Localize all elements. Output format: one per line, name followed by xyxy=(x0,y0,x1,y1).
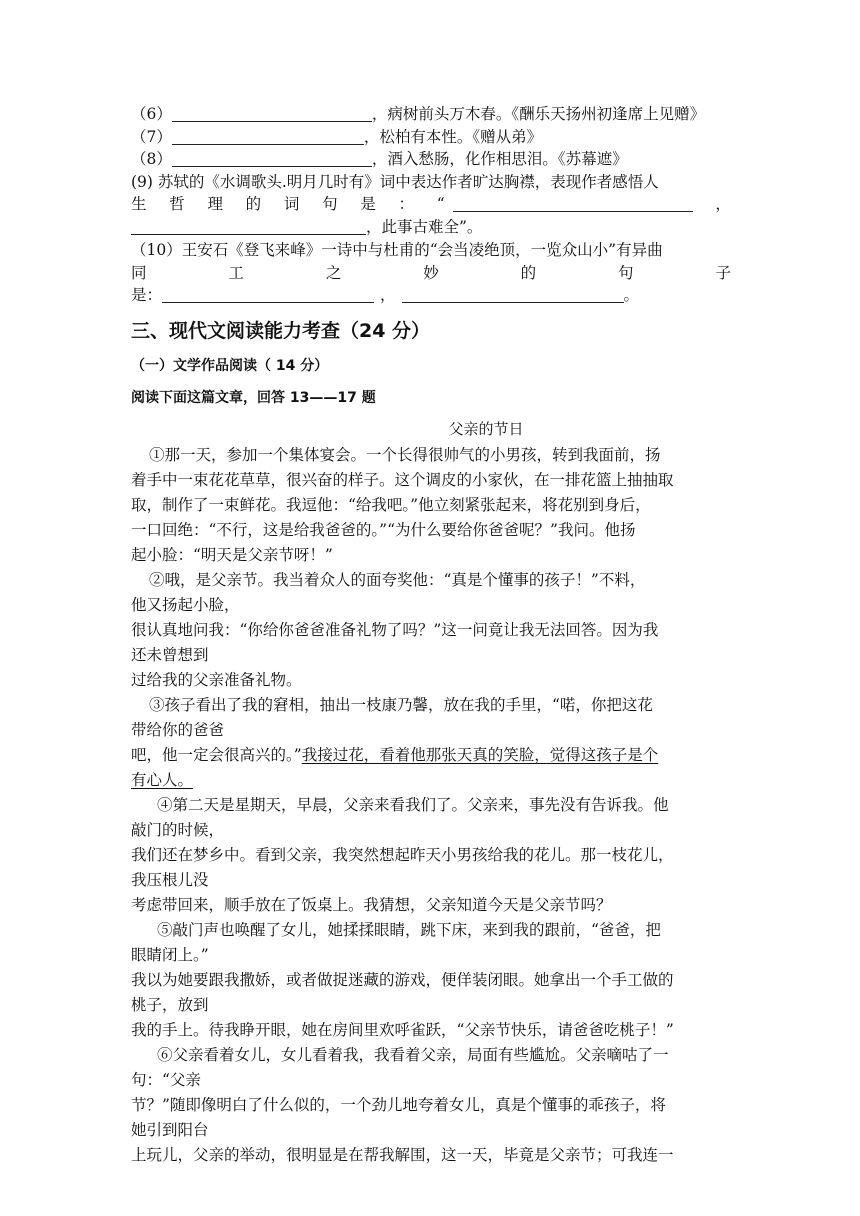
article-line: ⑤敲门声也唤醒了女儿，她揉揉眼睛，跳下床，来到我的跟前，“爸爸，把 xyxy=(157,920,661,939)
article-line: 吧，他一定会很高兴的。”我接过花，看着他那张天真的笑脸，觉得这孩子是个 xyxy=(131,745,659,764)
answer-blank[interactable] xyxy=(162,286,374,303)
question-number: （7） xyxy=(131,127,172,146)
question-10-line-3: 是： ， 。 xyxy=(131,286,640,304)
article-line: 眼睛闭上。” xyxy=(131,945,209,964)
answer-blank[interactable] xyxy=(453,195,693,212)
article-line: 上玩儿，父亲的举动，很明显是在帮我解围，这一天，毕竟是父亲节；可我连一 xyxy=(131,1145,674,1164)
article-line: 节？”随即像明白了什么似的，一个劲儿地夸着女儿，真是个懂事的乖孩子，将 xyxy=(131,1095,666,1114)
question-9-line-3: ，此事古难全”。 xyxy=(131,216,731,239)
article-line: ⑥父亲看着女儿，女儿看着我，我看着父亲，局面有些尴尬。父亲嘀咕了一 xyxy=(157,1045,669,1064)
question-number: （6） xyxy=(131,105,172,123)
article-line: 我以为她要跟我撒娇，或者做捉迷藏的游戏，便佯装闭眼。她拿出一个手工做的 xyxy=(131,970,674,989)
question-10-line-2: 同 工 之 妙 的 句 子 xyxy=(131,263,731,282)
question-9-line-1: (9) 苏轼的《水调歌头.明月几时有》词中表达作者旷达胸襟，表现作者感悟人 xyxy=(131,172,659,191)
article-title: 父亲的节日 xyxy=(448,419,524,438)
article-line: 还未曾想到 xyxy=(131,645,209,664)
article-body xyxy=(131,443,731,1168)
article-line: ③孩子看出了我的窘相，抽出一枝康乃馨，放在我的手里，“喏，你把这花 xyxy=(149,695,653,714)
article-line: 桃子，放到 xyxy=(131,995,209,1014)
subsection-heading: （一）文学作品阅读（ 14 分） xyxy=(131,357,329,374)
answer-blank[interactable] xyxy=(172,128,364,145)
article-line: 敲门的时候， xyxy=(131,820,225,839)
question-10-line-1: （10）王安石《登飞来峰》一诗中与杜甫的“会当凌绝顶，一览众山小”有异曲 xyxy=(131,241,663,259)
article-line: 我的手上。待我睁开眼，她在房间里欢呼雀跃，“父亲节快乐，请爸爸吃桃子！” xyxy=(131,1020,674,1039)
article-line: ④第二天是星期天，早晨，父亲来看我们了。父亲来，事先没有告诉我。他 xyxy=(157,795,669,814)
article-line: 过给我的父亲准备礼物。 xyxy=(131,670,302,689)
question-8: （8） ，酒入愁肠，化作相思泪。《苏幕遮》 xyxy=(131,150,628,168)
article-line: 他又扬起小脸， xyxy=(131,595,240,614)
section-heading: 三、现代文阅读能力考查（24 分） xyxy=(131,319,431,342)
article-line: 我压根儿没 xyxy=(131,870,209,889)
question-7: （7） ，松柏有本性。《赠从弟》 xyxy=(131,127,543,146)
article-line: 句：“父亲 xyxy=(131,1070,201,1089)
article-line: 我们还在梦乡中。看到父亲，我突然想起昨天小男孩给我的花儿。那一枝花儿， xyxy=(131,845,674,864)
article-line: 一口回绝：“不行，这是给我爸爸的。”“为什么要给你爸爸呢？”我问。他扬 xyxy=(131,520,636,539)
exam-page xyxy=(131,96,731,1168)
question-9-line-2: 生 哲 理 的 词 句 是 ： “ ， xyxy=(131,195,731,213)
article-line xyxy=(131,768,731,793)
answer-blank[interactable] xyxy=(172,150,372,167)
question-6: （6） ，病树前头万木春。《酬乐天扬州初逢席上见赠》 xyxy=(131,105,706,123)
article-line: 考虑带回来，顺手放在了饭桌上。我猜想，父亲知道今天是父亲节吗？ xyxy=(131,895,612,914)
article-line: 取，制作了一束鲜花。我逗他：“给我吧。”他立刻紧张起来，将花别到身后， xyxy=(131,495,651,514)
article-line: ②哦，是父亲节。我当着众人的面夸奖他：“真是个懂事的孩子！”不料， xyxy=(149,570,646,589)
answer-blank[interactable] xyxy=(172,105,372,122)
answer-blank[interactable] xyxy=(131,218,366,235)
underlined-sentence: 有心人。 xyxy=(131,770,194,789)
article-line: 起小脸：“明天是父亲节呀！” xyxy=(131,545,333,564)
underlined-sentence: 我接过花，看着他那张天真的笑脸，觉得这孩子是个 xyxy=(301,745,659,764)
article-line: 着手中一束花花草草，很兴奋的样子。这个调皮的小家伙，在一排花篮上抽抽取 xyxy=(131,470,674,489)
article-line: 很认真地问我：“你给你爸爸准备礼物了吗？”这一问竟让我无法回答。因为我 xyxy=(131,620,659,639)
reading-instruction: 阅读下面这篇文章，回答 13——17 题 xyxy=(131,389,376,406)
answer-blank[interactable] xyxy=(402,286,624,303)
question-number: （8） xyxy=(131,150,172,168)
article-line: 带给你的爸爸 xyxy=(131,720,225,739)
article-line: 她引到阳台 xyxy=(131,1120,209,1139)
article-line: ①那一天，参加一个集体宴会。一个长得很帅气的小男孩，转到我面前，扬 xyxy=(149,445,661,464)
